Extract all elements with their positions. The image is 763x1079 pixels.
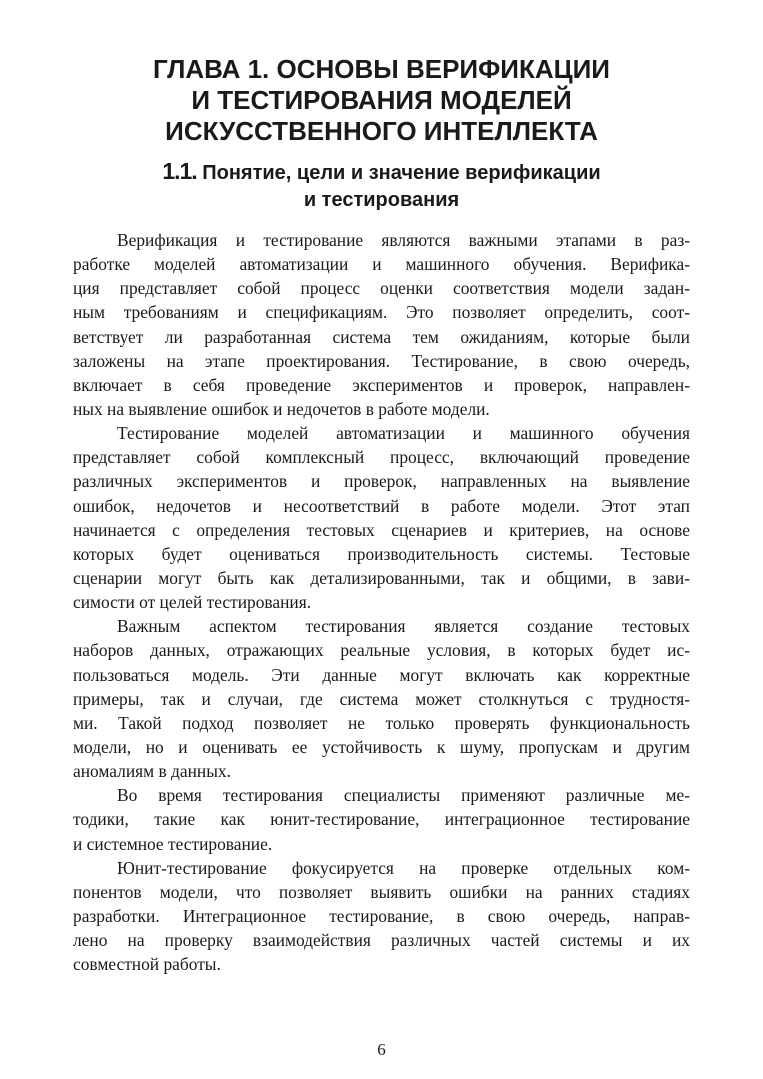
chapter-title-line: ИСКУССТВЕННОГО ИНТЕЛЛЕКТА	[165, 116, 598, 146]
text-line: наборов данных, отражающих реальные условия, в которых будет ис-	[73, 640, 690, 661]
text-line: ных на выявление ошибок и недочетов в работе модели.	[73, 398, 490, 419]
text-line: Важным аспектом тестирования является создание тестовых	[117, 616, 690, 637]
chapter-title	[0, 54, 763, 147]
text-line: ошибок, недочетов и несоответствий в работе модели. Этот этап	[73, 495, 690, 516]
text-line: пользоваться модель. Эти данные могут включать как корректные	[73, 664, 690, 685]
chapter-title-line: И ТЕСТИРОВАНИЯ МОДЕЛЕЙ	[191, 85, 572, 115]
text-line: ция представляет собой процесс оценки соответствия модели задан-	[73, 278, 690, 299]
text-line: ным требованиям и спецификациям. Это позволяет определить, соот-	[73, 302, 690, 323]
text-line: примеры, так и случаи, где система может столкнуться с трудностя-	[73, 688, 690, 709]
text-line: Во время тестирования специалисты применяют различные ме-	[117, 785, 690, 806]
text-line: заложены на этапе проектирования. Тестирование, в свою очередь,	[73, 350, 690, 371]
section-title-line-2: и тестирования	[303, 189, 460, 211]
section-title	[0, 158, 763, 214]
body-text	[73, 228, 690, 976]
section-number: 1.1.	[162, 158, 197, 184]
text-line: аномалиям в данных.	[73, 761, 231, 782]
text-line: и системное тестирование.	[73, 833, 273, 854]
text-line: сценарии могут быть как детализированными, так и общими, в зави-	[73, 567, 690, 588]
text-line: понентов модели, что позволяет выявить ошибки на ранних стадиях	[73, 881, 690, 902]
text-line: симости от целей тестирования.	[73, 592, 312, 613]
text-line: модели, но и оценивать ее устойчивость к шуму, пропускам и другим	[73, 736, 690, 757]
text-line: Верификация и тестирование являются важными этапами в раз-	[117, 230, 690, 250]
text-line: тодики, такие как юнит-тестирование, интеграционное тестирование	[73, 809, 690, 830]
text-line: работке моделей автоматизации и машинного обучения. Верифика-	[73, 254, 690, 275]
text-line: включает в себя проведение экспериментов и проверок, направлен-	[73, 374, 690, 395]
section-title-line-1	[0, 158, 763, 187]
text-line: лено на проверку взаимодействия различных частей системы и их	[73, 930, 690, 951]
text-line: ми. Такой подход позволяет не только проверять функциональность	[73, 712, 690, 733]
chapter-title-line: ГЛАВА 1. ОСНОВЫ ВЕРИФИКАЦИИ	[153, 54, 610, 84]
text-line: которых будет оцениваться производительность системы. Тестовые	[73, 543, 690, 564]
text-line: начинается с определения тестовых сценариев и критериев, на основе	[73, 519, 690, 540]
text-line: представляет собой комплексный процесс, включающий проведение	[73, 447, 690, 468]
text-line: ветствует ли разработанная система тем ожиданиям, которые были	[73, 326, 690, 347]
section-title-text: Понятие, цели и значение верификации	[202, 162, 601, 184]
text-line: Юнит-тестирование фокусируется на проверке отдельных ком-	[117, 857, 690, 878]
text-line: совместной работы.	[73, 954, 221, 975]
text-line: различных экспериментов и проверок, направленных на выявление	[73, 471, 690, 492]
text-line: Тестирование моделей автоматизации и машинного обучения	[117, 423, 690, 444]
text-line: разработки. Интеграционное тестирование, в свою очередь, направ-	[73, 905, 690, 926]
page-number: 6	[377, 1040, 386, 1059]
